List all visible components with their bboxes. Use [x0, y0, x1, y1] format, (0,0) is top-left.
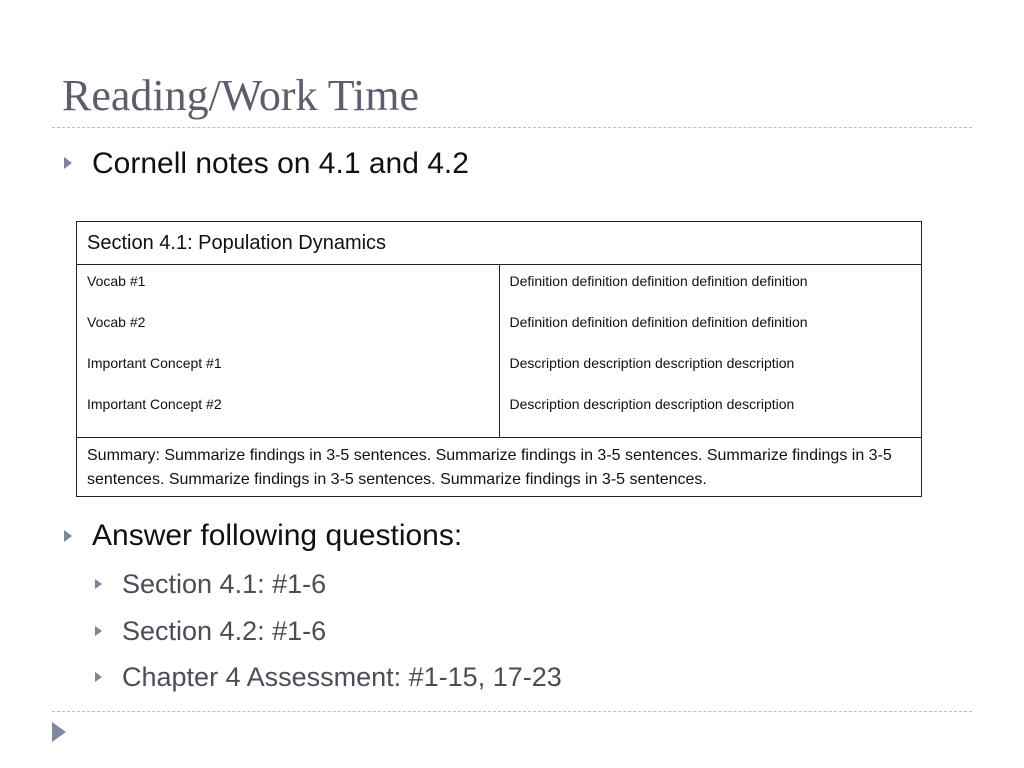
right-item: Description description description description: [509, 396, 795, 412]
summary-cell: Summary: Summarize findings in 3-5 sentences. Summarize findings in 3-5 sentences. Summarize findings in 3-5 sentences. Summarize findings in 3-5 sentences. Summarize findings in 3-5 sentences.: [77, 438, 922, 497]
bullet-answer-questions: Answer following questions:: [92, 519, 463, 552]
left-item: Vocab #2: [87, 314, 146, 330]
left-item: Vocab #1: [87, 273, 146, 289]
bullet-cornell-notes: Cornell notes on 4.1 and 4.2: [92, 147, 469, 180]
right-column: [499, 265, 922, 438]
sub-item-chapter-4-assessment: Chapter 4 Assessment: #1-15, 17-23: [122, 662, 562, 692]
sub-bullet-arrow-icon: [95, 626, 102, 636]
slide-end-arrow-icon: [52, 722, 66, 742]
sub-item-section-4-1: Section 4.1: #1-6: [122, 569, 327, 599]
footer-divider: [52, 711, 972, 712]
bullet-arrow-icon: [64, 530, 72, 542]
table-header: Section 4.1: Population Dynamics: [77, 222, 922, 265]
title-divider: [52, 127, 972, 128]
left-item: Important Concept #2: [87, 396, 222, 412]
right-item: Definition definition definition definition definition: [509, 273, 808, 289]
left-item: Important Concept #1: [87, 355, 222, 371]
sub-bullet-arrow-icon: [95, 672, 102, 682]
right-item: Description description description description: [509, 355, 795, 371]
left-column: [77, 265, 500, 438]
cornell-notes-table: [76, 221, 922, 497]
sub-bullet-arrow-icon: [95, 579, 102, 589]
bullet-arrow-icon: [64, 157, 72, 169]
right-item: Definition definition definition definition definition: [509, 314, 808, 330]
sub-item-section-4-2: Section 4.2: #1-6: [122, 616, 327, 646]
slide-title: Reading/Work Time: [62, 71, 420, 120]
